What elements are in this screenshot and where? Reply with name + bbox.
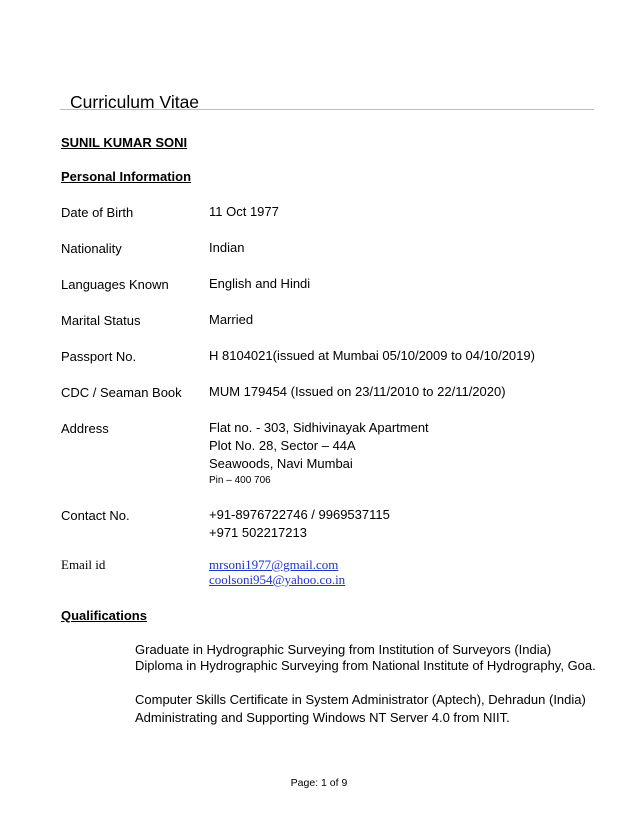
email-primary-link[interactable]: mrsoni1977@gmail.com <box>209 557 339 572</box>
qualification-item-1: Graduate in Hydrographic Surveying from Institution of Surveyors (India) <box>135 642 552 657</box>
dob-value: 11 Oct 1977 <box>209 204 279 219</box>
dob-label: Date of Birth <box>61 205 134 220</box>
address-line-1: Flat no. - 303, Sidhivinayak Apartment <box>209 420 429 435</box>
address-line-3: Seawoods, Navi Mumbai <box>209 456 353 471</box>
passport-label: Passport No. <box>61 349 137 364</box>
candidate-name: SUNIL KUMAR SONI <box>61 135 188 150</box>
qualification-item-4: Administrating and Supporting Windows NT Server 4.0 from NIIT. <box>135 710 510 725</box>
title-underline <box>60 109 594 110</box>
nationality-value: Indian <box>209 240 245 255</box>
address-pin: Pin – 400 706 <box>209 475 271 486</box>
email-secondary-link[interactable]: coolsoni954@yahoo.co.in <box>209 572 346 587</box>
qualification-item-2: Diploma in Hydrographic Surveying from National Institute of Hydrography, Goa. <box>135 658 596 673</box>
document-title: Curriculum Vitae <box>70 92 200 112</box>
cdc-value: MUM 179454 (Issued on 23/11/2010 to 22/11/2020) <box>209 384 506 399</box>
address-line-2: Plot No. 28, Sector – 44A <box>209 438 356 453</box>
contact-line-1: +91-8976722746 / 9969537115 <box>209 507 390 522</box>
nationality-label: Nationality <box>61 241 122 256</box>
page-number: Page: 1 of 9 <box>290 777 348 789</box>
passport-value: H 8104021(issued at Mumbai 05/10/2009 to 04/10/2019) <box>209 348 535 363</box>
personal-info-heading: Personal Information <box>61 169 192 184</box>
address-label: Address <box>61 421 109 436</box>
contact-line-2: +971 502217213 <box>209 525 307 540</box>
cdc-label: CDC / Seaman Book <box>61 385 182 400</box>
qualifications-heading: Qualifications <box>61 608 147 623</box>
languages-value: English and Hindi <box>209 276 311 291</box>
languages-label: Languages Known <box>61 277 169 292</box>
contact-label: Contact No. <box>61 508 130 523</box>
email-label: Email id <box>61 557 106 572</box>
marital-label: Marital Status <box>61 313 141 328</box>
marital-value: Married <box>209 312 254 327</box>
qualification-item-3: Computer Skills Certificate in System Administrator (Aptech), Dehradun (India) <box>135 692 586 707</box>
